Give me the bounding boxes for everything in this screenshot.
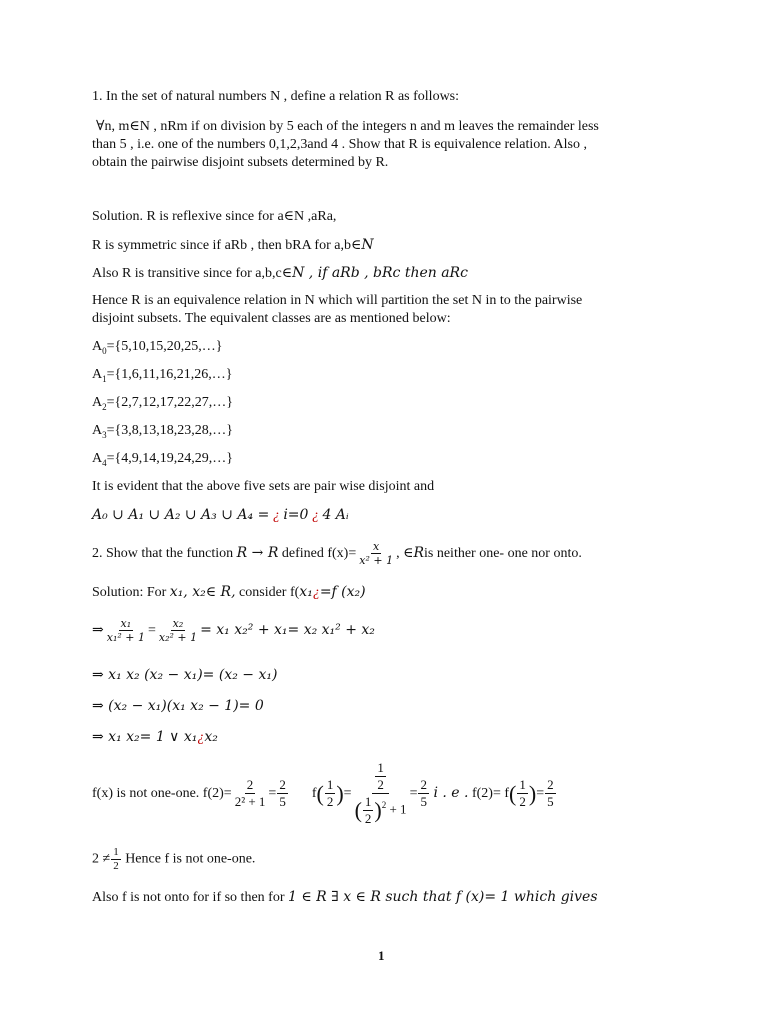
- neq-half-num: 1: [113, 846, 119, 858]
- sol2-consider-c: =f (x₂): [319, 584, 366, 600]
- union-red-1: ¿: [272, 508, 280, 523]
- ie-text: i . e .: [433, 785, 469, 801]
- sol1-transitive: [92, 264, 468, 283]
- sol2-consider-red: ¿: [312, 585, 320, 600]
- sol1-symmetric-text: R is symmetric since if aRb , then bRA for a,b∈: [92, 238, 362, 253]
- page-number: 1: [378, 948, 385, 963]
- two-fifths-1-den: 5: [279, 794, 286, 810]
- neq-a: 2 ≠: [92, 851, 111, 867]
- class-a1: $A_1=\{1,6,11,16,21,26,\dots\}$: [92, 367, 233, 384]
- class-a3-set: ={3,8,13,18,23,28,…}: [106, 423, 233, 438]
- two-fifths-3-num: 2: [547, 777, 554, 793]
- union-mid: i=0: [283, 507, 309, 523]
- f-half-label: f: [311, 786, 317, 801]
- half-bottom-num: 1: [364, 794, 372, 810]
- onto-a: Also f is not onto for if so then for: [92, 890, 285, 905]
- sol2-consider: [92, 583, 366, 602]
- paren-close-3: ): [528, 780, 537, 806]
- sol1-symmetric: [92, 236, 374, 255]
- q1-intro: 1. In the set of natural numbers N , define a relation R as follows:: [92, 89, 460, 104]
- class-a1-set: ={1,6,11,16,21,26,…}: [106, 367, 233, 382]
- half-bottom-den: 2: [364, 811, 372, 827]
- two-fifths-1: [277, 777, 288, 810]
- sol2-consider-vars: x₁, x₂∈ R,: [169, 584, 236, 600]
- class-a1-sub: 1: [102, 373, 107, 384]
- f2-num: 2: [246, 777, 254, 793]
- class-a3-sub: 3: [102, 429, 107, 440]
- class-a2-set: ={2,7,12,17,22,27,…}: [106, 395, 233, 410]
- sol1-transitive-text: Also R is transitive since for a,b,c∈: [92, 266, 293, 281]
- sol1-transitive-tail: N , if aRb , bRc then aRc: [292, 265, 468, 281]
- union-red-2: ¿: [311, 508, 319, 523]
- half-2-den: 2: [519, 794, 526, 810]
- q1-definition-line3: obtain the pairwise disjoint subsets determined by R.: [92, 155, 389, 170]
- union-rhs: 4 Aᵢ: [322, 507, 349, 523]
- sol2-step2: ⇒ x₁ x₂ (x₂ − x₁)= (x₂ − x₁): [92, 667, 278, 683]
- two-fifths-3: [545, 777, 556, 810]
- q2-intro-d: is neither one- one nor onto.: [424, 546, 582, 561]
- step1-rest: = x₁ x₂² + x₁= x₂ x₁² + x₂: [200, 622, 375, 638]
- step1-f2-den: x₂² + 1: [158, 631, 198, 645]
- sol2-consider-b: consider f(: [239, 585, 300, 600]
- q2-intro-a: 2. Show that the function: [92, 546, 234, 561]
- neq-half: [111, 846, 121, 873]
- class-a2-sub: 2: [102, 401, 107, 412]
- f-half-compound: [353, 760, 409, 827]
- sol2-consider-a: Solution: For: [92, 585, 167, 600]
- paren-close-2: ): [374, 797, 382, 823]
- half-2-num: 1: [519, 777, 526, 793]
- q2-statement: [92, 538, 582, 569]
- sol2-onto: [92, 888, 598, 907]
- sol1-hence-line2: disjoint subsets. The equivalent classes are as mentioned below:: [92, 311, 451, 326]
- step1-f2-num: x₂: [172, 617, 184, 631]
- sol2-step4: [92, 728, 218, 747]
- step1-frac1: [105, 617, 147, 644]
- step4-a: ⇒ x₁ x₂= 1 ∨ x₁: [92, 729, 198, 745]
- q2-frac-den: x² + 1: [359, 554, 394, 568]
- two-fifths-3-den: 5: [547, 794, 554, 810]
- class-a0-set: ={5,10,15,20,25,…}: [106, 339, 223, 354]
- sol1-reflexive: Solution. R is reflexive since for a∈N ,aRa,: [92, 209, 337, 224]
- half-top-num: 1: [377, 760, 384, 776]
- half-1-den: 2: [326, 794, 334, 810]
- step4-red: ¿: [197, 730, 205, 745]
- sol2-consider-x1: x₁: [299, 584, 313, 600]
- sol2-neq: [92, 846, 255, 873]
- paren-close-1: ): [336, 780, 344, 806]
- class-a2: $A_2=\{2,7,12,17,22,27,\dots\}$: [92, 395, 233, 412]
- q2-map: R → R: [236, 545, 279, 561]
- neq-half-den: 2: [113, 860, 119, 872]
- step1-frac2: [157, 617, 199, 644]
- onto-b: 1 ∈ R ∃ x ∈ R such that f (x)= 1 which gives: [287, 889, 598, 905]
- sol2-not-one-one: f(x) is not one-one. f(2)= $\frac{2}{\text{2² + 1}}$ = $\frac{2}{5}$ f( $\frac{1}{2}$ )= $\frac{1}{2}$ ( $\frac{1}{2}$ )$^2$ + 1 = $\frac{2}{5}$ i . e . f(2)= f( $\frac{1}{2}$ )= $\frac{2}{5}$: [92, 760, 554, 827]
- class-a4-set: ={4,9,14,19,24,29,…}: [106, 451, 233, 466]
- two-fifths-2-den: 5: [420, 794, 427, 810]
- step1-f1-num: x₁: [120, 617, 132, 631]
- q2-intro-b: defined f(x)=: [281, 546, 357, 561]
- half-top: [375, 760, 386, 793]
- sol1-evident: It is evident that the above five sets are pair wise disjoint and: [92, 479, 435, 494]
- sol2-step3: ⇒ (x₂ − x₁)(x₁ x₂ − 1)= 0: [92, 698, 264, 714]
- union-lhs: A₀ ∪ A₁ ∪ A₂ ∪ A₃ ∪ A₄ =: [92, 507, 270, 523]
- f2-again: f(2)= f: [471, 786, 510, 801]
- step4-b: x₂: [204, 729, 218, 745]
- q2-intro-c: , ∈: [396, 546, 414, 561]
- step1-arrow: ⇒: [92, 623, 104, 638]
- neq-b: Hence f is not one-one.: [125, 851, 256, 867]
- step1-f1-den: x₁² + 1: [106, 631, 145, 645]
- half-1-num: 1: [326, 777, 334, 793]
- sol1-hence-line1: Hence R is an equivalence relation in N which will partition the set N in to the pairwise: [92, 293, 583, 308]
- class-a3: $A_3=\{3,8,13,18,23,28,\dots\}$: [92, 423, 233, 440]
- q2-frac-num: x: [373, 540, 380, 554]
- half-top-den: 2: [377, 777, 384, 793]
- q2-function-fraction: [357, 540, 395, 567]
- q2-R: R: [413, 545, 424, 561]
- sol1-symmetric-var: N: [361, 237, 374, 253]
- half-bottom: [363, 794, 374, 827]
- compound-num: [372, 760, 389, 794]
- class-a4: $A_4=\{4,9,14,19,24,29,\dots\}$: [92, 451, 233, 468]
- notoneone-a: f(x) is not one-one. f(2)=: [92, 786, 232, 801]
- paren-open-3: (: [509, 780, 517, 806]
- sol1-union: [92, 506, 349, 525]
- two-fifths-1-num: 2: [279, 777, 286, 793]
- two-fifths-2-num: 2: [420, 777, 427, 793]
- q1-definition-line1: ∀n, m∈N , nRm if on division by 5 each of the integers n and m leaves the remainder less: [96, 119, 599, 134]
- half-1: [325, 777, 336, 810]
- paren-open-1: (: [316, 780, 324, 806]
- f2-fraction: [233, 777, 268, 810]
- sol2-step1: ⇒ $\frac{\text{x₁}}{\text{x₁² + 1}}$ = $\frac{\text{x₂}}{\text{x₂² + 1}}$ = x₁ x₂² + x₁= x₂ x₁² + x₂: [92, 617, 375, 645]
- half-2: [517, 777, 528, 810]
- q1-definition-line2: than 5 , i.e. one of the numbers 0,1,2,3and 4 . Show that R is equivalence relation. Also ,: [92, 137, 587, 152]
- class-a0: $A_0=\{5,10,15,20,25,\dots\}$: [92, 339, 223, 356]
- two-fifths-2: [418, 777, 429, 810]
- class-a4-sub: 4: [102, 457, 107, 468]
- f2-den: 2² + 1: [234, 794, 266, 810]
- compound-den: ( $\frac{1}{2}$ )$^2$ + 1: [354, 794, 407, 827]
- class-a0-sub: 0: [102, 345, 107, 356]
- paren-open-2: (: [354, 797, 362, 823]
